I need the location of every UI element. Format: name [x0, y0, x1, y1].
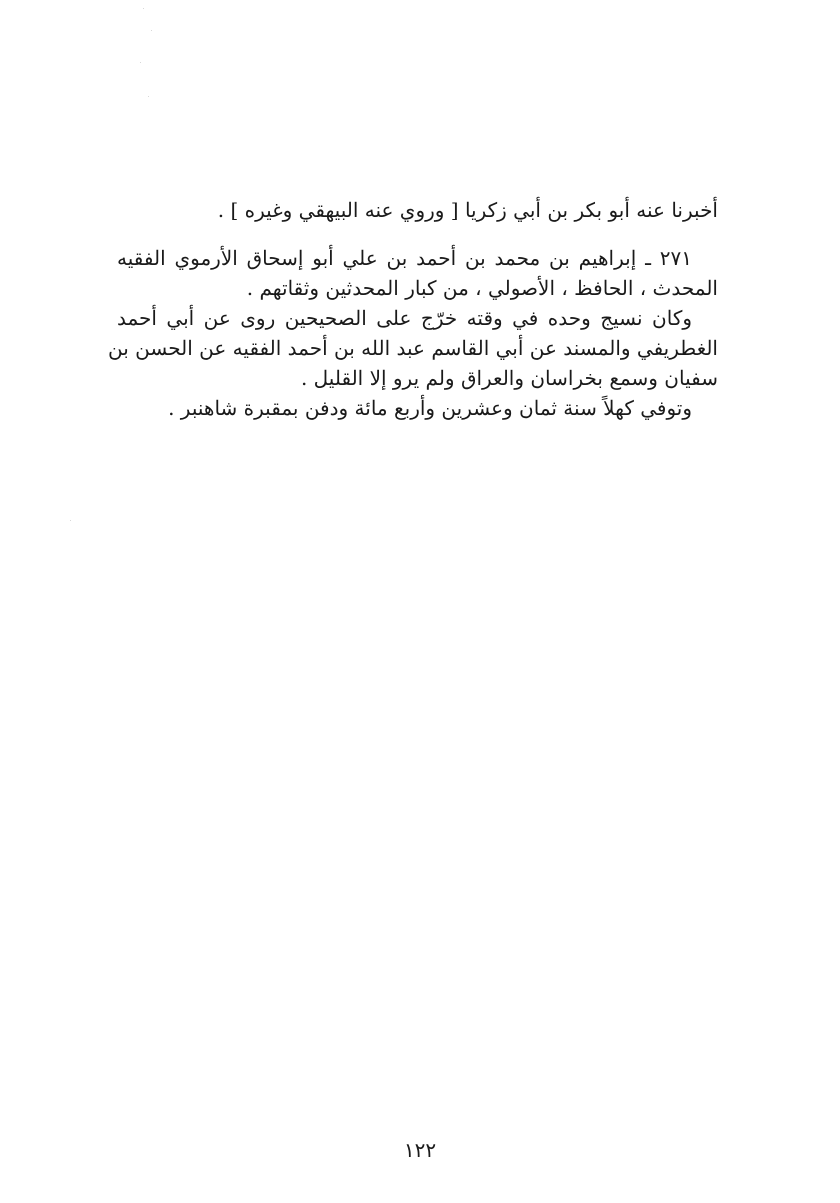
entry-line-5: سفيان وسمع بخراسان والعراق ولم يرو إلا القليل . — [300, 366, 718, 390]
entry-line-2: المحدث ، الحافظ ، الأصولي ، من كبار المحدثين وثقاتهم . — [246, 276, 718, 300]
scan-speckle — [70, 520, 71, 521]
entry-line-4: الغطريفي والمسند عن أبي القاسم عبد الله بن أحمد الفقيه عن الحسن بن — [108, 336, 718, 360]
scan-speckle — [151, 30, 152, 31]
scan-speckle — [140, 62, 141, 63]
scan-speckle — [148, 96, 149, 97]
page-number: ١٢٢ — [403, 1138, 437, 1162]
intro-line: أخبرنا عنه أبو بكر بن أبي زكريا [ وروي عنه البيهقي وغيره ] . — [217, 198, 718, 222]
entry-line-1: ٢٧١ ـ إبراهيم بن محمد بن أحمد بن علي أبو إسحاق الأرموي الفقيه — [117, 246, 692, 270]
intro-paragraph — [117, 196, 718, 224]
biography-entry-271 — [108, 244, 718, 422]
scan-speckle — [143, 8, 144, 9]
entry-line-3: وكان نسيج وحده في وقته خرّج على الصحيحين روى عن أبي أحمد — [117, 306, 692, 330]
entry-line-6: وتوفي كهلاً سنة ثمان وعشرين وأربع مائة ودفن بمقبرة شاهنبر . — [168, 396, 692, 420]
